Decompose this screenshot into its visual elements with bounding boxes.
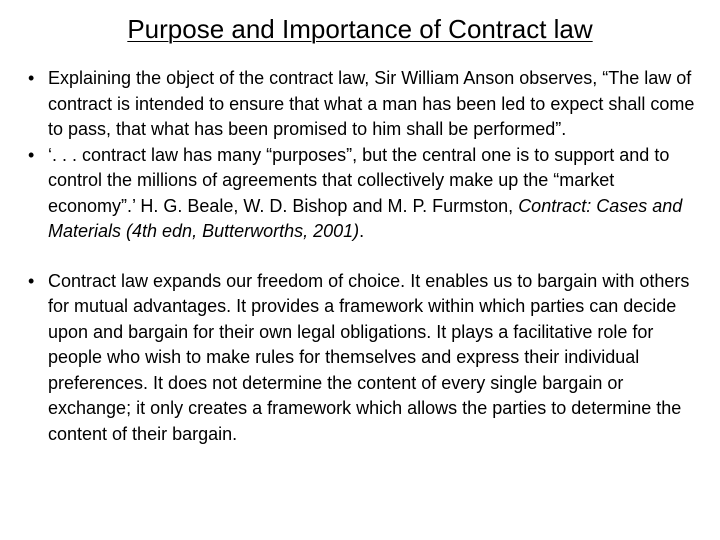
bullet-marker: • (28, 68, 35, 88)
bullet-text: Explaining the object of the contract law, Sir William Anson observes, “The law of contract is intended to ensure that what a man has been led to expect shall come to pass, that what has been promised to him shall be performed”. (48, 68, 695, 139)
bullet-marker: • (28, 144, 35, 165)
bullet-item-anson-quote (28, 66, 700, 143)
bullet-list (28, 66, 700, 447)
slide-title: Purpose and Importance of Contract law (127, 14, 593, 44)
bullet-item-freedom-of-choice (28, 269, 700, 448)
bullet-marker: • (28, 270, 35, 291)
bullet-item-beale-quote (28, 143, 700, 245)
bullet-text: ‘. . . contract law has many “purposes”, but the central one is to support and to control the millions of agreements that collectively make up the “market economy”.’ H. G. Beale, W. D. Bishop and M. P. Furmston, (48, 144, 670, 216)
citation-trailing: . (359, 221, 365, 241)
bullet-text: Contract law expands our freedom of choice. It enables us to bargain with others for mutual advantages. It provides a framework within which parties can decide upon and bargain for their own legal obligations. It plays a facilitative role for people who wish to make rules for themselves and express their individual preferences. It does not determine the content of every single bargain or exchange; it only creates a framework which allows the parties to determine the content of their bargain. (48, 270, 690, 444)
citation-text: Contract: Cases and Materials (4th edn, Butterworths, 2001) (48, 195, 683, 241)
